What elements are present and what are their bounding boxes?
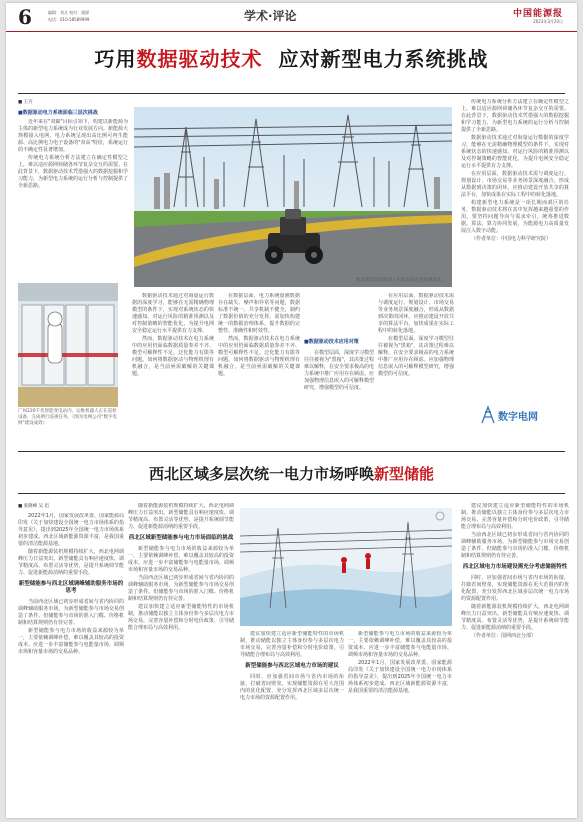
- divider: [18, 93, 565, 94]
- article2-subhead: 西北区域电力市场建设需充分考虑储能特性: [462, 564, 568, 570]
- article2-column-3: [240, 631, 344, 811]
- paragraph: 建议加快建立适应新型储能特性的市场机制，推动储能以独立主体身份参与多层次电力市场交易，完善容量补偿和分时电价政策，引导储能合理布局与高效利用。: [240, 631, 344, 658]
- paragraph: 近年来在"双碳"目标引领下，构建以新能源为主体的新型电力系统成为行业发展方向。新能源大规模接入电网，电力系统呈现出高比例可再生能源、高比例电力电子设备的"双高"特征，系统运行的不确定性显著增加。: [18, 119, 128, 153]
- article2-byline: ■ 张晓峰 吴 迅: [18, 504, 50, 509]
- paragraph: 2022年1月，国家发展改革委、国家能源局印发《关于加快建设全国统一电力市场体系的指导意见》，提出到2025年全国统一电力市场体系初步建成。西北区域新能源资源丰富，是我国重要的清洁能源基地。: [348, 660, 452, 694]
- switchgear-illustration: [18, 283, 118, 407]
- paragraph: 数据驱动技术通过对海量运行数据的深度学习，能够在无需精确物理模型的条件下，实现对系统状态的快速感知、对运行风险的精准预测以及对控制策略的智能优化，为提升电网安全稳定运行水平提供有力支撑。: [461, 135, 569, 169]
- article1-subhead: ■数据驱动技术应用对策: [304, 339, 359, 345]
- article1-column-5: [378, 293, 454, 443]
- paragraph: 然而，数据驱动技术在电力系统中的应用仍面临数据质量参差不齐、模型可解释性不足、泛化能力有限等问题。如何将数据驱动与物理机理有机融合，是当前亟需破解的关键课题。: [218, 336, 300, 377]
- paragraph: 随着新能源装机规模持续扩大，西北电网调峰压力日益突出。新型储能具有响应速度快、调节精度高、布置灵活等优势，是提升系统调节能力、促进新能源消纳的重要手段。: [128, 503, 234, 530]
- paragraph: 在模型层面，深度学习模型往往被视为"黑箱"，其决策过程难以解释，在安全要求极高的电力系统中推广应用存在顾虑。应加强物理信息嵌入的可解释模型研究，增强模型的可信度。: [378, 336, 454, 377]
- header-meta-line: 电话：010-58589999: [48, 17, 90, 22]
- substation-illustration: [134, 107, 452, 287]
- substation-photo: [134, 107, 452, 287]
- article2-column-2: [128, 503, 234, 811]
- headline-text: 巧用: [94, 47, 137, 71]
- article1-column-4: [304, 293, 374, 443]
- article1-column-1: [18, 119, 128, 279]
- digital-grid-logo-text: 数字电网: [498, 412, 538, 423]
- digital-grid-logo: [474, 403, 570, 427]
- divider: [18, 493, 565, 494]
- header-meta: [48, 9, 108, 23]
- article1-column-3: [218, 293, 300, 443]
- article1-footer-note: （作者单位：中国电力科学研究院）: [471, 236, 552, 242]
- article2-column-5: [461, 503, 569, 811]
- page-number: 6: [18, 5, 32, 29]
- paragraph: 当前西北区域已初步形成省间与省内协同的调峰辅助服务市场，为新型储能参与市场交易创造了条件。但储能参与市场的准入门槛、价格机制和结算规则仍有待完善。: [128, 575, 234, 602]
- paper-date: 2023年3月20日: [533, 19, 563, 24]
- paragraph: 新型储能参与电力市场的收益来源较为单一，主要依赖调峰补偿，难以覆盖其较高的投资成本。应进一步丰富储能参与电能量市场、调频市场和容量市场的交易品种。: [348, 631, 452, 658]
- paragraph: 数据驱动技术通过对海量运行数据的深度学习，能够在无需精确物理模型的条件下，实现对系统状态的快速感知、对运行风险的精准预测以及对控制策略的智能优化，为提升电网安全稳定运行水平提供有力支撑。: [132, 293, 214, 334]
- article2-subhead: 西北区域新型储能参与电力市场面临的挑战: [128, 535, 234, 541]
- headline-highlight: 新型储能: [374, 465, 435, 483]
- paragraph: 新型储能参与电力市场的收益来源较为单一，主要依赖调峰补偿，难以覆盖其较高的投资成本。应进一步丰富储能参与电能量市场、调频市场和容量市场的交易品种。: [18, 628, 124, 655]
- main-photo-caption: 配电智能巡检机器人在变电站开展巡视作业。: [356, 278, 446, 283]
- paragraph: 传统电力系统分析方法建立在确定性模型之上，难以适应源网荷储各环节复杂交互的需要。在此背景下，数据驱动技术凭借强大的数据挖掘和学习能力，为新型电力系统的运行分析与控制提供了全新思路。: [461, 99, 569, 133]
- page-header: [6, 3, 577, 32]
- powerline-illustration: [240, 508, 452, 626]
- newspaper-page: [6, 3, 577, 818]
- paper-logo: 中国能源报: [512, 9, 563, 19]
- article2-column-4: [348, 631, 452, 811]
- headline-text: 西北区域多层次统一电力市场呼唤: [148, 465, 374, 483]
- article1-headline: [6, 43, 577, 72]
- paragraph: 同时，应加强省间市场与省内市场的衔接，打破省间壁垒，实现储能资源在更大范围内的优化配置，充分发挥西北区域多层次统一电力市场的资源配置作用。: [240, 674, 344, 701]
- paragraph: 新型储能参与电力市场的收益来源较为单一，主要依赖调峰补偿，难以覆盖其较高的投资成本。应进一步丰富储能参与电能量市场、调频市场和容量市场的交易品种。: [128, 546, 234, 573]
- divider: [18, 451, 565, 452]
- paragraph: 构建新型电力系统是一项长期而艰巨的任务，数据驱动技术将在其中发挥越来越重要的作用。要坚持问题导向与需求牵引，统筹推进数据、算法、算力协同发展，为能源电力高质量发展注入数字动能。: [461, 200, 569, 234]
- paragraph: 同时，应加强省间市场与省内市场的衔接，打破省间壁垒，实现储能资源在更大范围内的优化配置，充分发挥西北区域多层次统一电力市场的资源配置作用。: [461, 575, 569, 602]
- article1-column-2: [132, 293, 214, 443]
- paragraph: 2022年1月，国家发展改革委、国家能源局印发《关于加快建设全国统一电力市场体系的指导意见》，提出到2025年全国统一电力市场体系初步建成。西北区域新能源资源丰富，是我国重要的清洁能源基地。: [18, 513, 124, 547]
- paragraph: 在应用层面，数据驱动技术需与调度运行、规划设计、市场交易等业务场景深度融合，形成从数据到决策的闭环。应推动建设开放共享的算法平台，加快成果在实际工程中的转化落地。: [378, 293, 454, 334]
- article2-column-1: [18, 513, 124, 811]
- paragraph: 当前西北区域已初步形成省间与省内协同的调峰辅助服务市场，为新型储能参与市场交易创造了条件。但储能参与市场的准入门槛、价格机制和结算规则仍有待完善。: [461, 532, 569, 559]
- side-photo-caption: 广州220千伏智能变电站内，运维机器人正在巡检设备，完成例行巡视任务。（图为电网公司"数字电网"建设成效）: [18, 409, 117, 426]
- header-meta-line: 编辑：刘凡 校对：姚源: [48, 10, 90, 15]
- switchgear-photo: [18, 283, 118, 407]
- article2-subhead: 新型储能参与西北区域调峰辅助服务市场的思考: [18, 581, 124, 594]
- article1-section-tag: ■数据驱动电力系统面临三层次挑战: [18, 110, 98, 116]
- paragraph: 随着新能源装机规模持续扩大，西北电网调峰压力日益突出。新型储能具有响应速度快、调节精度高、布置灵活等优势，是提升系统调节能力、促进新能源消纳的重要手段。: [18, 549, 124, 576]
- article1-column-6: [461, 99, 569, 399]
- headline-highlight: 数据驱动技术: [136, 47, 263, 71]
- article2-footer-note: （作者单位：国网西北分部）: [471, 633, 537, 639]
- paragraph: 然而，数据驱动技术在电力系统中的应用仍面临数据质量参差不齐、模型可解释性不足、泛化能力有限等问题。如何将数据驱动与物理机理有机融合，是当前亟需破解的关键课题。: [132, 336, 214, 377]
- paragraph: 传统电力系统分析方法建立在确定性模型之上，难以适应源网荷储各环节复杂交互的需要。在此背景下，数据驱动技术凭借强大的数据挖掘和学习能力，为新型电力系统的运行分析与控制提供了全新思路。: [18, 155, 128, 189]
- paragraph: 建议加快建立适应新型储能特性的市场机制，推动储能以独立主体身份参与多层次电力市场交易，完善容量补偿和分时电价政策，引导储能合理布局与高效利用。: [128, 604, 234, 631]
- paragraph: 在应用层面，数据驱动技术需与调度运行、规划设计、市场交易等业务场景深度融合，形成从数据到决策的闭环。应推动建设开放共享的算法平台，加快成果在实际工程中的转化落地。: [461, 171, 569, 198]
- paragraph: 在数据层面，电力系统量测数据存在缺失、噪声和异常等问题，数据标准不统一、共享机制不健全，制约了数据价值的充分发挥。需加快构建统一的数据治理体系，提升数据的完整性、准确性和时效性。: [218, 293, 300, 334]
- powerline-photo: [240, 508, 452, 626]
- paragraph: 建议加快建立适应新型储能特性的市场机制，推动储能以独立主体身份参与多层次电力市场交易，完善容量补偿和分时电价政策，引导储能合理布局与高效利用。: [461, 503, 569, 530]
- article2-headline: [6, 463, 577, 484]
- paragraph: 当前西北区域已初步形成省间与省内协同的调峰辅助服务市场，为新型储能参与市场交易创造了条件。但储能参与市场的准入门槛、价格机制和结算规则仍有待完善。: [18, 599, 124, 626]
- headline-text: 应对新型电力系统挑战: [278, 47, 489, 71]
- paragraph: 随着新能源装机规模持续扩大，西北电网调峰压力日益突出。新型储能具有响应速度快、调节精度高、布置灵活等优势，是提升系统调节能力、促进新能源消纳的重要手段。: [461, 604, 569, 631]
- article2-subhead: 新型储能参与西北区域电力市场的建议: [245, 663, 339, 669]
- section-name: 学术·评论: [244, 9, 297, 23]
- article1-byline: ■ 王卉: [18, 100, 33, 105]
- paragraph: 在模型层面，深度学习模型往往被视为"黑箱"，其决策过程难以解释，在安全要求极高的电力系统中推广应用存在顾虑。应加强物理信息嵌入的可解释模型研究，增强模型的可信度。: [304, 350, 374, 391]
